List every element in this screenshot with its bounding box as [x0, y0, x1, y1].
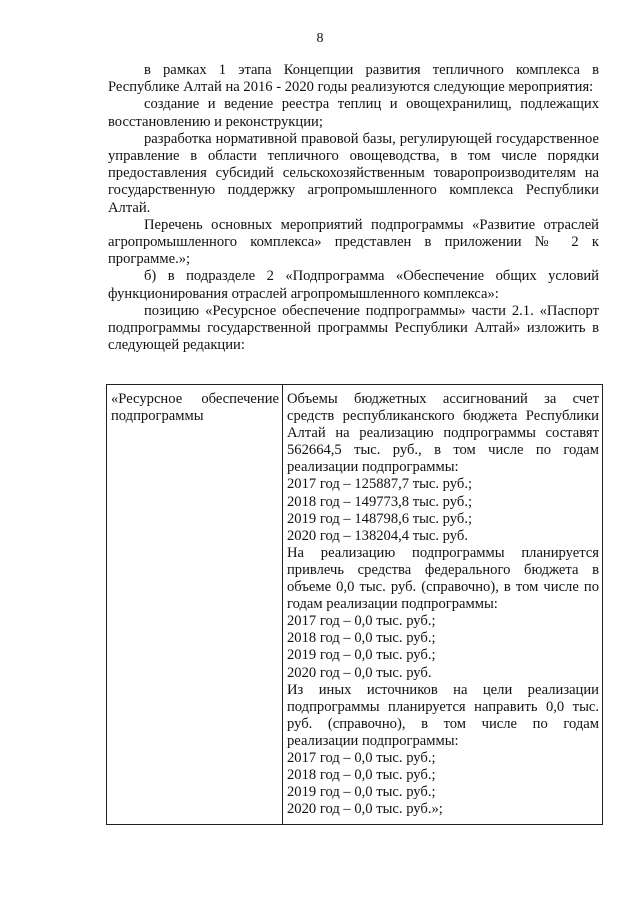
- paragraph-measures-list: Перечень основных мероприятий подпрограммы «Развитие отраслей агропромышленного комплекса» представлен в приложении № 2 к программе.»;: [108, 216, 599, 268]
- other-sources-intro: Из иных источников на цели реализации подпрограммы планируется направить 0,0 тыс. руб. (справочно), в том числе по годам реализации подпрограммы:: [287, 681, 599, 749]
- table-cell-position-content: [283, 385, 603, 825]
- federal-budget-intro: На реализацию подпрограммы планируется привлечь средства федерального бюджета в объеме 0,0 тыс. руб. (справочно), в том числе по годам реализации подпрограммы:: [287, 544, 599, 613]
- paragraph-concept-stage: в рамках 1 этапа Концепции развития тепличного комплекса в Республике Алтай на 2016 - 2020 годы реализуются следующие мероприятия:: [108, 62, 599, 96]
- other-sources-year-2019: 2019 год – 0,0 тыс. руб.;: [287, 784, 436, 801]
- table-row: [107, 385, 603, 825]
- federal-budget-year-2019: 2019 год – 0,0 тыс. руб.;: [287, 647, 436, 664]
- republican-budget-year-2019: 2019 год – 148798,6 тыс. руб.;: [287, 510, 473, 527]
- paragraph-subsection-2: б) в подразделе 2 «Подпрограмма «Обеспечение общих условий функционирования отраслей агропромышленного комплекса»:: [108, 268, 599, 302]
- federal-budget-year-2018: 2018 год – 0,0 тыс. руб.;: [287, 630, 436, 647]
- federal-budget-year-2020: 2020 год – 0,0 тыс. руб.: [287, 664, 432, 681]
- document-body: [108, 62, 599, 354]
- republican-budget-year-2018: 2018 год – 149773,8 тыс. руб.;: [287, 493, 473, 510]
- other-sources-year-2018: 2018 год – 0,0 тыс. руб.;: [287, 767, 436, 784]
- table-cell-position-name: «Ресурсное обеспечение подпрограммы: [107, 385, 283, 825]
- paragraph-registry: создание и ведение реестра теплиц и овощехранилищ, подлежащих восстановлению и реконструкции;: [108, 96, 599, 130]
- republican-budget-intro: Объемы бюджетных ассигнований за счет средств республиканского бюджета Республики Алтай на реализацию подпрограммы составят 562664,5 тыс. руб., в том числе по годам реализации подпрограммы:: [287, 391, 599, 476]
- paragraph-regulatory-base: разработка нормативной правовой базы, регулирующей государственное управление в области тепличного овощеводства, в том числе порядки предоставления субсидий сельскохозяйственным товаропроизводителям на государственную поддержку агропромышленного комплекса Республики Алтай.: [108, 130, 599, 216]
- republican-budget-year-2017: 2017 год – 125887,7 тыс. руб.;: [287, 476, 473, 493]
- other-sources-year-2020: 2020 год – 0,0 тыс. руб.»;: [287, 801, 443, 818]
- resource-provision-table: [106, 384, 603, 825]
- other-sources-year-2017: 2017 год – 0,0 тыс. руб.;: [287, 749, 436, 766]
- republican-budget-year-2020: 2020 год – 138204,4 тыс. руб.: [287, 527, 468, 544]
- paragraph-position-edit: позицию «Ресурсное обеспечение подпрограммы» части 2.1. «Паспорт подпрограммы государственной программы Республики Алтай» изложить в следующей редакции:: [108, 302, 599, 354]
- page-number: 8: [316, 31, 324, 46]
- federal-budget-year-2017: 2017 год – 0,0 тыс. руб.;: [287, 613, 436, 630]
